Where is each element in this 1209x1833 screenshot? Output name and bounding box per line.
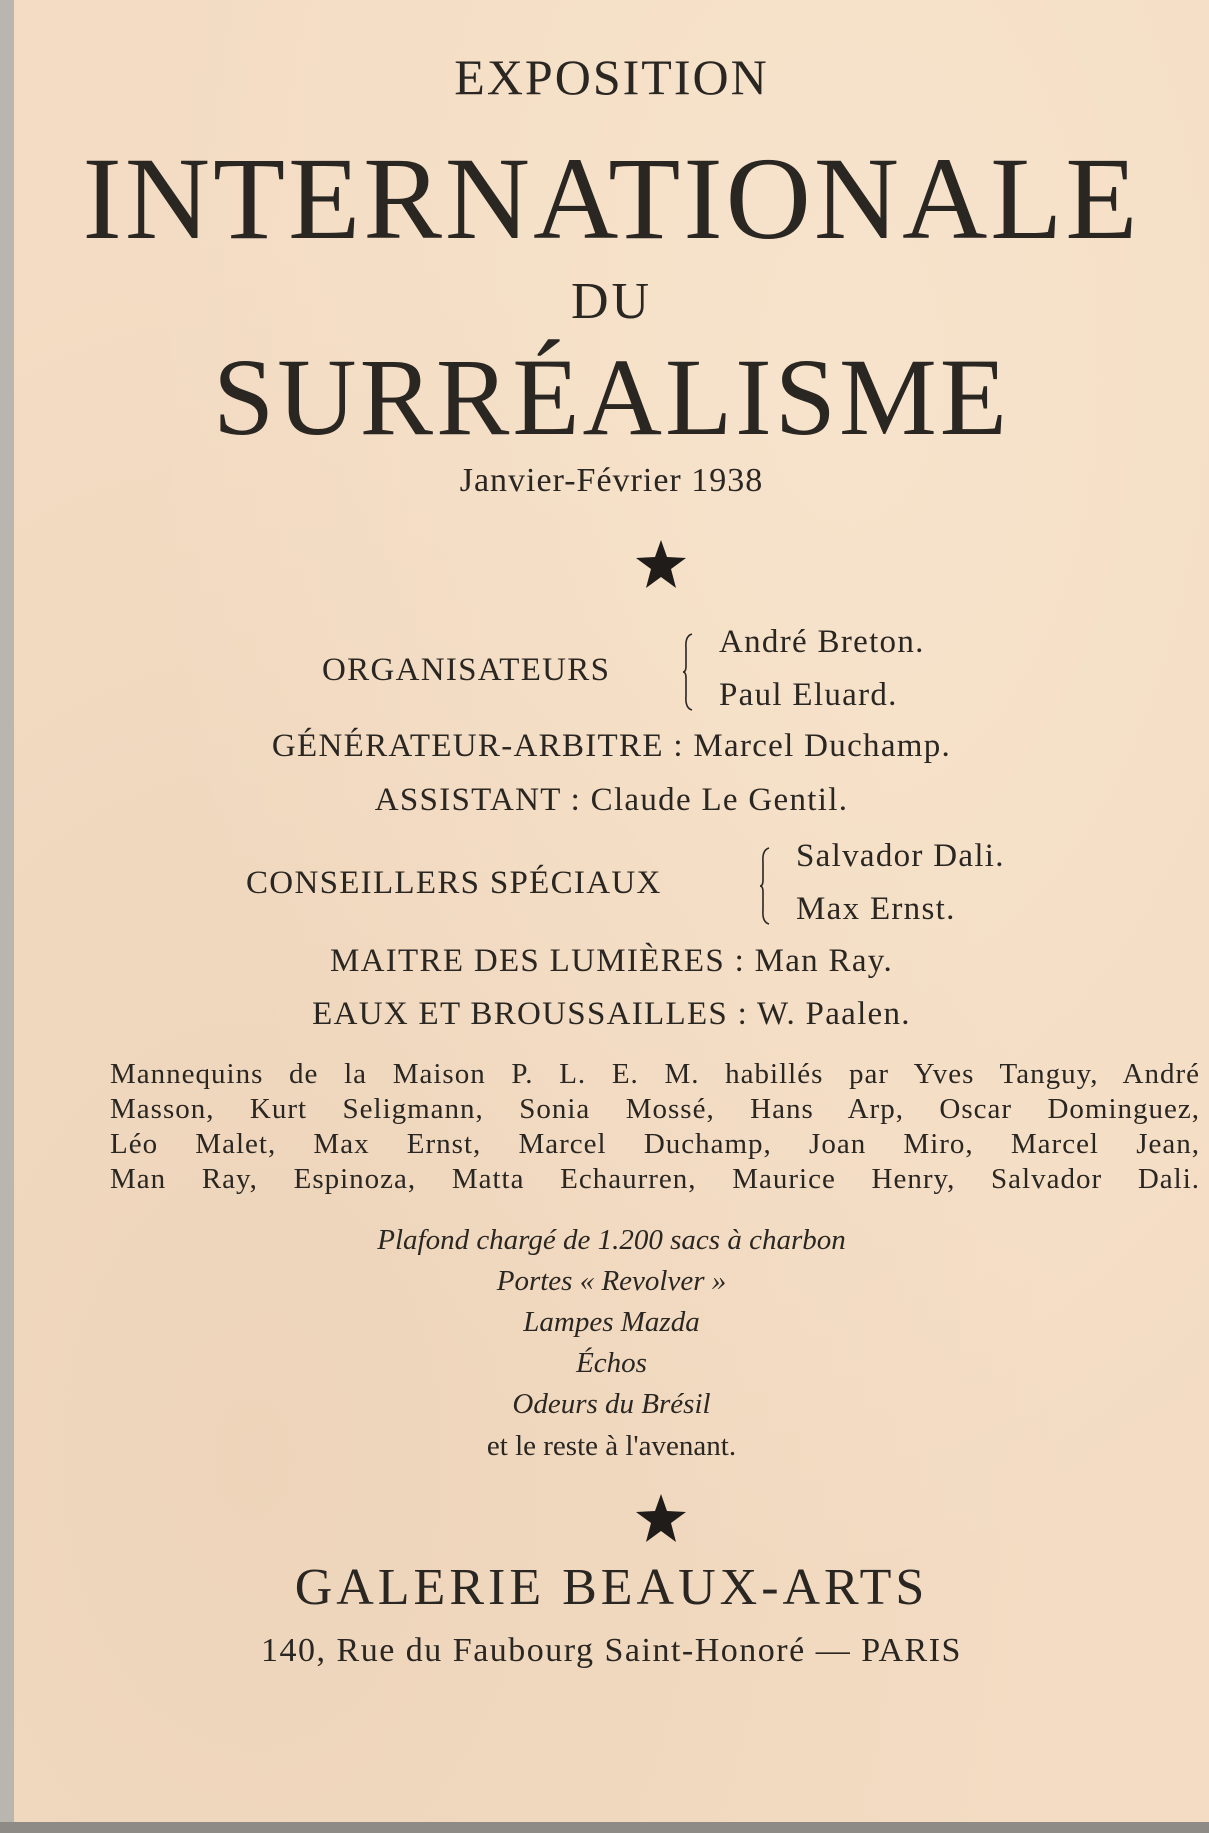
- feature-closing: et le reste à l'avenant.: [486, 1430, 737, 1462]
- gallery-address: 140, Rue du Faubourg Saint-Honoré — PARIS: [261, 1632, 962, 1669]
- mannequins-paragraph: [110, 1057, 1200, 1197]
- feature-item: Odeurs du Brésil: [512, 1388, 711, 1420]
- mannequins-line: Masson, Kurt Seligmann, Sonia Mossé, Hans Arp, Oscar Dominguez,: [110, 1093, 1200, 1125]
- eaux-et-broussailles: EAUX ET BROUSSAILLES : W. Paalen.: [312, 996, 911, 1032]
- mannequins-line: Man Ray, Espinoza, Matta Echaurren, Maurice Henry, Salvador Dali.: [110, 1163, 1200, 1195]
- organisateurs-label: ORGANISATEURS: [322, 652, 611, 688]
- organisateur-name-2: Paul Eluard.: [719, 677, 898, 713]
- organisateur-name-1: André Breton.: [719, 624, 925, 660]
- poster-page: [14, 0, 1209, 1822]
- feature-item: Lampes Mazda: [523, 1306, 700, 1338]
- page-edge: [0, 1822, 1209, 1833]
- feature-item: Plafond chargé de 1.200 sacs à charbon: [377, 1224, 846, 1256]
- conseiller-name-1: Salvador Dali.: [796, 838, 1005, 874]
- conseillers-label: CONSEILLERS SPÉCIAUX: [246, 865, 662, 901]
- gallery-name: GALERIE BEAUX-ARTS: [294, 1559, 929, 1616]
- star-icon: [636, 1494, 686, 1542]
- title-surrealisme: SURRÉALISME: [213, 336, 1010, 458]
- assistant: ASSISTANT : Claude Le Gentil.: [374, 782, 849, 818]
- star-icon: [636, 540, 686, 588]
- maitre-des-lumieres: MAITRE DES LUMIÈRES : Man Ray.: [329, 943, 893, 979]
- generateur-arbitre: GÉNÉRATEUR-ARBITRE : Marcel Duchamp.: [271, 728, 952, 764]
- conseiller-name-2: Max Ernst.: [796, 891, 956, 927]
- brace-icon: [759, 846, 773, 926]
- brace-icon: [682, 632, 696, 712]
- mannequins-line: Mannequins de la Maison P. L. E. M. habillés par Yves Tanguy, André: [110, 1058, 1200, 1090]
- mannequins-line: Léo Malet, Max Ernst, Marcel Duchamp, Joan Miro, Marcel Jean,: [110, 1128, 1200, 1160]
- title-du: DU: [570, 273, 653, 330]
- title-exposition: EXPOSITION: [454, 49, 769, 105]
- feature-item: Portes « Revolver »: [496, 1265, 727, 1297]
- title-internationale: INTERNATIONALE: [82, 133, 1141, 264]
- feature-item: Échos: [576, 1347, 647, 1379]
- exhibition-dates: Janvier-Février 1938: [459, 462, 764, 499]
